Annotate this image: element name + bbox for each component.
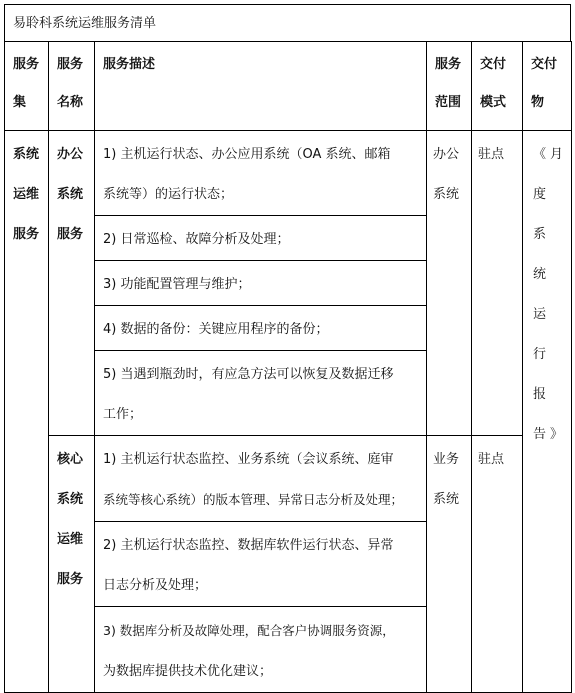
service-desc-cell: 4) 数据的备份：关键应用程序的备份； xyxy=(95,306,427,351)
service-desc-cell: 2) 主机运行状态监控、数据库软件运行状态、异常 日志分析及处理； xyxy=(95,522,427,607)
header-scope: 服务 范围 xyxy=(427,42,472,131)
table-row xyxy=(5,131,572,216)
service-name-cell: 办公 系统 服务 xyxy=(49,131,95,436)
header-row xyxy=(5,42,572,131)
service-desc-cell: 1) 主机运行状态监控、业务系统（会议系统、庭审 系统等核心系统）的版本管理、异常日志分析及处理； xyxy=(95,436,427,522)
service-desc-cell: 3) 数据库分析及故障处理，配合客户协调服务资源， 为数据库提供技术优化建议； xyxy=(95,607,427,693)
scope-cell: 业务 系统 xyxy=(427,436,472,693)
service-name-cell: 核心 系统 运维 服务 xyxy=(49,436,95,693)
delivery-mode-cell: 驻点 xyxy=(472,436,523,693)
service-desc-cell: 5) 当遇到瓶劲时，有应急方法可以恢复及数据迁移 工作； xyxy=(95,351,427,436)
service-desc-cell: 3) 功能配置管理与维护； xyxy=(95,261,427,306)
header-service-name: 服务 名称 xyxy=(49,42,95,131)
header-service-set: 服务 集 xyxy=(5,42,49,131)
scope-cell: 办公 系统 xyxy=(427,131,472,436)
service-desc-cell: 1) 主机运行状态、办公应用系统（OA 系统、邮箱 系统等）的运行状态； xyxy=(95,131,427,216)
header-delivery-mode: 交付 模式 xyxy=(472,42,523,131)
header-service-desc: 服务描述 xyxy=(95,42,427,131)
header-deliverable: 交付 物 xyxy=(523,42,572,131)
table-title: 易聆科系统运维服务清单 xyxy=(4,4,571,42)
deliverable-cell: 《月 度系 统运 行报 告》 xyxy=(523,131,572,693)
service-desc-cell: 2) 日常巡检、故障分析及处理； xyxy=(95,216,427,261)
delivery-mode-cell: 驻点 xyxy=(472,131,523,436)
table-row xyxy=(5,436,572,522)
service-table xyxy=(4,41,572,693)
service-set-cell: 系统 运维 服务 xyxy=(5,131,49,693)
